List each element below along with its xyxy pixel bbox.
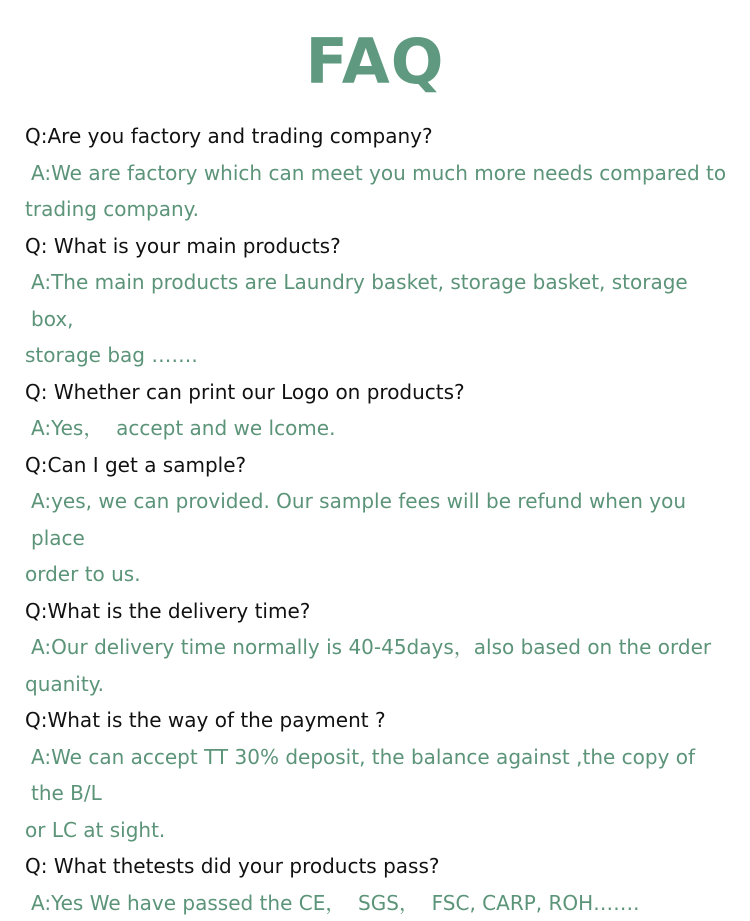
faq-answer: A:We can accept TT 30% deposit, the balance against ,the copy of the B/L — [25, 739, 730, 812]
faq-answer-continued: storage bag ……. — [25, 337, 730, 374]
faq-list — [25, 118, 730, 921]
faq-answer: A:The main products are Laundry basket, storage basket, storage box, — [25, 264, 730, 337]
faq-title: FAQ — [0, 22, 750, 102]
faq-answer: A:Yes We have passed the CE， SGS， FSC, CARP, ROH……. — [25, 885, 730, 921]
faq-question: Q:What is the way of the payment ? — [25, 702, 730, 739]
faq-question: Q: What thetests did your products pass? — [25, 848, 730, 885]
faq-answer-continued: trading company. — [25, 191, 730, 228]
faq-question: Q:Can I get a sample? — [25, 447, 730, 484]
faq-question: Q: Whether can print our Logo on products? — [25, 374, 730, 411]
faq-answer-continued: order to us. — [25, 556, 730, 593]
faq-question: Q:What is the delivery time? — [25, 593, 730, 630]
faq-answer: A:We are factory which can meet you much more needs compared to — [25, 155, 730, 192]
faq-question: Q: What is your main products? — [25, 228, 730, 265]
faq-question: Q:Are you factory and trading company? — [25, 118, 730, 155]
faq-answer: A:yes, we can provided. Our sample fees will be refund when you place — [25, 483, 730, 556]
faq-answer-continued: quanity. — [25, 666, 730, 703]
faq-answer-continued: or LC at sight. — [25, 812, 730, 849]
faq-answer: A:Yes， accept and we lcome. — [25, 410, 730, 447]
faq-answer: A:Our delivery time normally is 40-45days，also based on the order — [25, 629, 730, 666]
